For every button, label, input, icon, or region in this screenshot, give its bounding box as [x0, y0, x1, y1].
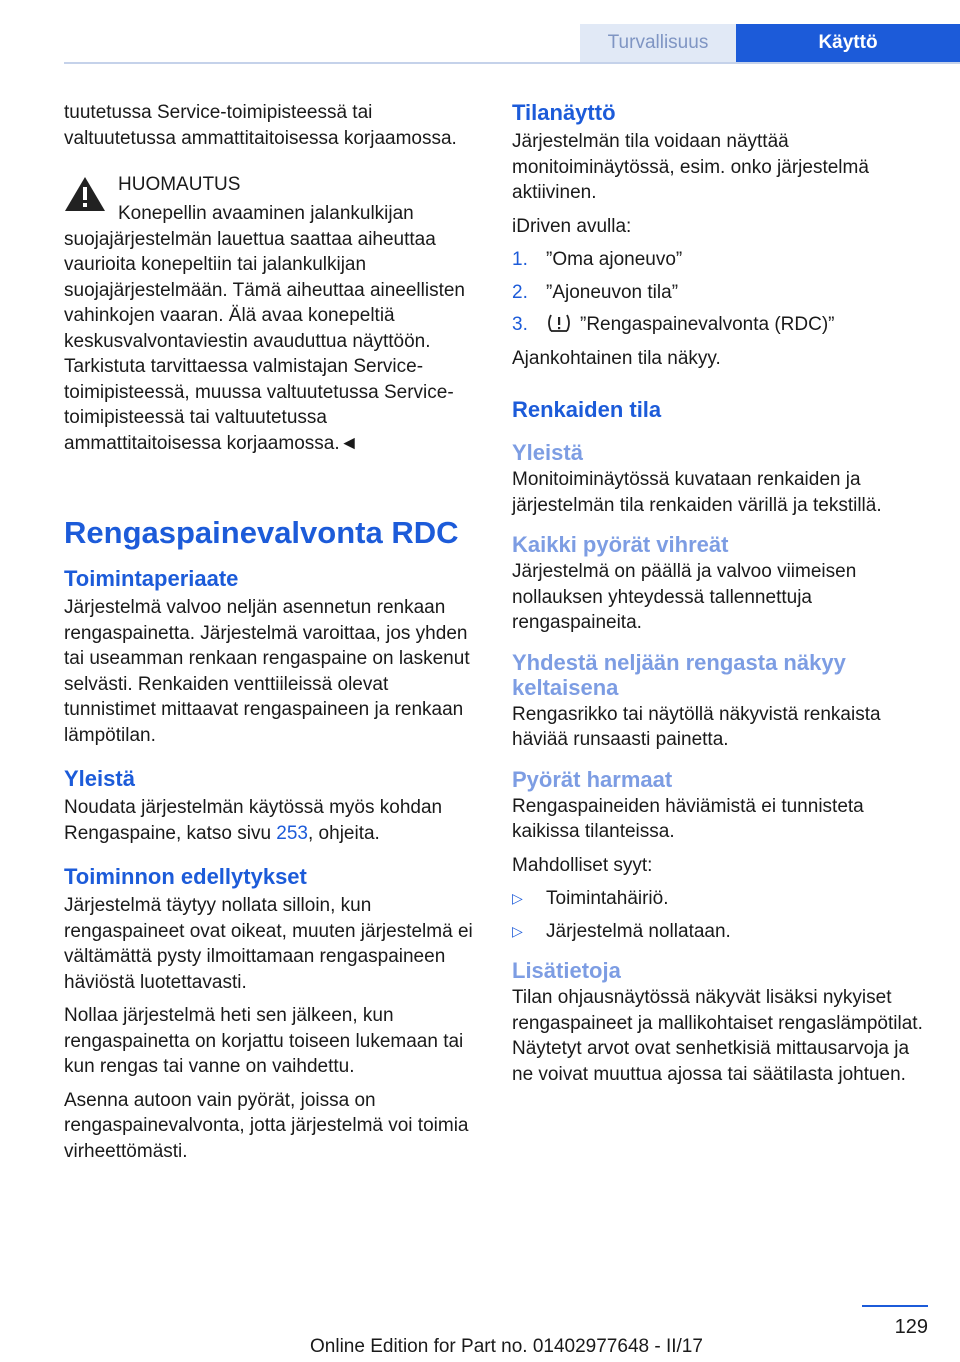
yellow-heading: Yhdestä neljään rengasta näkyy keltaisena — [512, 649, 846, 700]
tire-pressure-icon — [546, 313, 572, 333]
notice-box — [64, 173, 480, 456]
notice-text — [64, 201, 480, 456]
general-post: , ohjeita. — [308, 822, 380, 844]
tab-kaytto[interactable]: Käyttö — [736, 24, 960, 62]
status-heading: Tilanäyttö — [512, 100, 616, 125]
causes-text: Mahdolliset syyt: — [512, 854, 653, 876]
tire-general-heading: Yleistä — [512, 440, 583, 465]
step-text: ”Ajoneuvon tila” — [546, 281, 679, 303]
tab-turvallisuus[interactable]: Turvallisuus — [580, 24, 736, 62]
step-number: 1. — [512, 249, 528, 270]
footer-divider — [862, 1305, 928, 1307]
grey-text: Rengaspaineiden häviämistä ei tunnisteta kaikissa tilanteissa. — [512, 795, 864, 842]
causes-list — [512, 886, 928, 944]
step-text: ”Oma ajoneuvo” — [546, 249, 683, 270]
right-column — [512, 100, 928, 1095]
info-heading: Lisätietoja — [512, 958, 621, 983]
tire-status-heading: Renkaiden tila — [512, 397, 662, 422]
step-text: ”Rengaspainevalvonta (RDC)” — [580, 314, 835, 335]
cause-text: Toimintahäiriö. — [546, 888, 669, 909]
intro-text: tuutetussa Service-toimipisteessä tai valtuutetussa ammattitaitoisessa korjaamossa. — [64, 102, 457, 149]
page-number: 129 — [894, 1316, 928, 1338]
step-number: 2. — [512, 281, 528, 303]
requirements-text-3: Asenna autoon vain pyörät, joissa on rengaspainevalvonta, jotta järjestelmä voi toimia virheettömästi. — [64, 1089, 469, 1162]
bullet-triangle-icon: ▷ — [512, 890, 523, 906]
bullet-triangle-icon: ▷ — [512, 922, 523, 939]
green-text: Järjestelmä on päällä ja valvoo viimeisen nollauksen yhteydessä tallennettuja rengaspaineita. — [512, 561, 857, 633]
idrive-text: iDriven avulla: — [512, 215, 632, 237]
header-tabs — [580, 24, 960, 62]
warning-icon — [64, 175, 106, 213]
requirements-text-2: Nollaa järjestelmä heti sen jälkeen, kun rengaspainetta on korjattu toiseen lukemaan tai kun rengas tai vanne on vaihdettu. — [64, 1005, 464, 1077]
requirements-text-1: Järjestelmä täytyy nollata silloin, kun rengaspaineet ovat oikeat, muuten järjestelmä ei vältämättä pysty ilmoittamaan rengaspaineen häviöstä luotettavasti. — [64, 895, 473, 993]
cause-text: Järjestelmä nollataan. — [546, 920, 731, 942]
yellow-text: Rengasrikko tai näytöllä näkyvistä renkaista häviää runsaasti painetta. — [512, 703, 881, 750]
general-heading: Yleistä — [64, 766, 135, 791]
info-text: Tilan ohjausnäytössä näkyvät lisäksi nykyiset rengaspaineet ja mallikohtaiset rengaslämpötilat. Näytetyt arvot ovat senhetkisiä mittausarvoja ja ne voivat muuttua ajossa tai säätilasta johtuen. — [512, 987, 923, 1085]
green-heading: Kaikki pyörät vihreät — [512, 532, 729, 557]
notice-body: Konepellin avaaminen jalankulkijan suojajärjestelmän lauettua saattaa aiheuttaa vaurioita konepeltiin tai jalankulkijan suojajärjestelmään. Tämä aiheuttaa aineellisten vahinkojen vaaran. Älä avaa konepeltiä keskusvalvontaviestin avauduttua näyttöön. Tarkistuta tarvittaessa valmistajan Service-toimipisteessä, muussa valtuutetussa Service-toimipisteessä tai valtuutetussa ammattitaitoisessa korjaamossa.◄ — [64, 203, 466, 454]
step-number: 3. — [512, 314, 528, 335]
header-divider — [64, 62, 960, 64]
grey-heading: Pyörät harmaat — [512, 766, 673, 792]
section-title: Rengaspainevalvonta RDC — [64, 515, 459, 550]
general-text — [64, 795, 480, 846]
page-link[interactable]: 253 — [276, 822, 308, 844]
status-text: Järjestelmän tila voidaan näyttää monitoiminäytössä, esim. onko järjestelmä aktiivinen. — [512, 131, 869, 203]
step-item — [512, 247, 928, 273]
cause-item — [512, 886, 928, 912]
principle-heading: Toimintaperiaate — [64, 566, 239, 591]
general-pre: Noudata järjestelmän käytössä myös kohdan Rengaspaine, katso sivu — [64, 797, 443, 844]
current-status-text: Ajankohtainen tila näkyy. — [512, 347, 721, 369]
step-item — [512, 312, 928, 338]
notice-title: HUOMAUTUS — [118, 174, 241, 195]
cause-item — [512, 919, 928, 945]
left-column — [64, 100, 480, 1172]
edition-text: Online Edition for Part no. 01402977648 - II/17 — [310, 1336, 703, 1357]
requirements-heading: Toiminnon edellytykset — [64, 864, 307, 889]
step-item — [512, 280, 928, 306]
steps-list — [512, 247, 928, 338]
principle-text: Järjestelmä valvoo neljän asennetun renkaan rengaspainetta. Järjestelmä varoittaa, jos yhden tai useamman renkaan rengaspaine on laskenut selvästi. Renkaiden venttiileissä olevat tunnistimet mittaavat rengaspaineen ja renkaan lämpötilan. — [64, 597, 470, 746]
tire-general-text: Monitoiminäytössä kuvataan renkaiden ja järjestelmän tila renkaiden värillä ja tekstillä. — [512, 469, 882, 516]
